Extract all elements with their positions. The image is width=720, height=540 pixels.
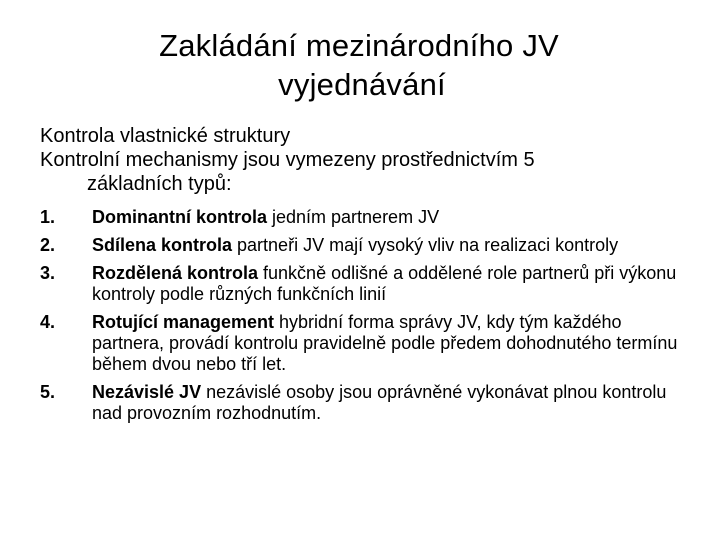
control-types-list — [40, 207, 680, 424]
list-item — [40, 263, 680, 305]
list-item-term: Rozdělená kontrola — [92, 263, 259, 283]
list-item-term: Dominantní kontrola — [92, 207, 267, 227]
slide-title — [0, 26, 720, 104]
list-item-number: 2. — [40, 235, 56, 255]
intro-line-mechanisms-start: Kontrolní mechanismy jsou vymezeny prostřednictvím 5 — [40, 149, 535, 171]
list-item-description: funkčně odlišné a oddělené role partnerů při výkonu kontroly podle různých funkčních linií — [92, 263, 677, 304]
list-item-number: 4. — [40, 312, 56, 332]
list-item-number: 5. — [40, 382, 56, 402]
list-item-text — [92, 235, 680, 256]
list-item-number: 1. — [40, 207, 56, 227]
list-item-description: nezávislé osoby jsou oprávněné vykonávat plnou kontrolu nad provozním rozhodnutím. — [92, 382, 667, 423]
list-item-number: 3. — [40, 263, 56, 283]
list-item-text — [92, 207, 680, 228]
slide-title-line-2: vyjednávání — [278, 67, 446, 102]
slide-title-line-1: Zakládání mezinárodního JV — [159, 28, 559, 63]
intro-line-ownership: Kontrola vlastnické struktury — [40, 125, 291, 147]
list-item — [40, 382, 680, 424]
list-item-term: Sdílena kontrola — [92, 235, 233, 255]
intro-line-mechanisms — [40, 148, 690, 196]
list-item-text — [92, 263, 680, 305]
list-item-text — [92, 312, 680, 375]
list-item-description: jedním partnerem JV — [267, 207, 440, 227]
intro-text — [40, 124, 690, 196]
intro-line-mechanisms-end: základních typů: — [87, 173, 232, 195]
list-item — [40, 312, 680, 375]
list-item — [40, 207, 680, 228]
list-item-term: Rotující management — [92, 312, 275, 332]
list-item-term: Nezávislé JV — [92, 382, 202, 402]
list-item-text — [92, 382, 680, 424]
list-item-description: hybridní forma správy JV, kdy tým každého partnera, provádí kontrolu pravidelně podle předem dohodnutého termínu během dvou nebo tří let. — [92, 312, 678, 374]
list-item — [40, 235, 680, 256]
list-item-description: partneři JV mají vysoký vliv na realizaci kontroly — [232, 235, 619, 255]
